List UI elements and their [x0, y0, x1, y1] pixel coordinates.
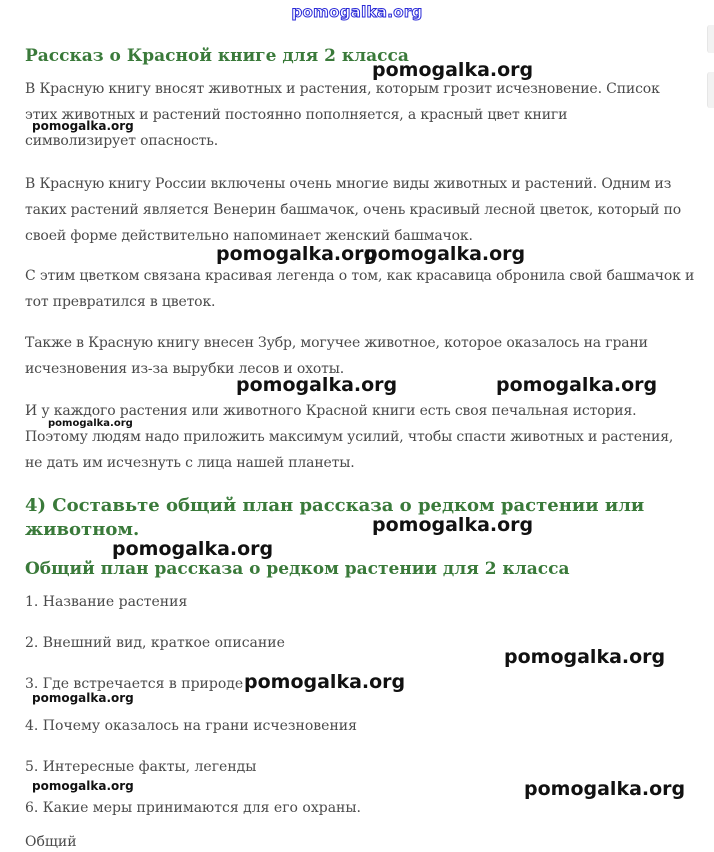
watermark: pomogalka.org	[112, 538, 274, 560]
paragraph-line: не дать им исчезнуть с лица нашей планеты.	[25, 455, 355, 471]
watermark: pomogalka.org	[236, 374, 398, 396]
paragraph-line: В Красную книгу вносят животных и растения, которым грозит исчезновение. Список	[25, 81, 660, 97]
list-item: Общий	[25, 834, 77, 850]
paragraph-line: своей форме действительно напоминает женский башмачок.	[25, 228, 473, 244]
paragraph-line: Также в Красную книгу внесен Зубр, могучее животное, которое оказалось на грани	[25, 335, 648, 351]
paragraph-line: И у каждого растения или животного Красной книги есть своя печальная история.	[25, 403, 637, 419]
watermark: pomogalka.org	[48, 418, 133, 429]
list-item: 4. Почему оказалось на грани исчезновения	[25, 718, 357, 734]
paragraph-line: Поэтому людям надо приложить максимум усилий, чтобы спасти животных и растения,	[25, 429, 674, 445]
list-item: 1. Название растения	[25, 594, 188, 610]
side-tab-bottom[interactable]	[707, 72, 714, 108]
header-watermark: pomogalka.org	[291, 3, 423, 21]
list-item: 5. Интересные факты, легенды	[25, 759, 257, 775]
section1-title: Рассказ о Красной книге для 2 класса	[25, 46, 409, 66]
paragraph-line: таких растений является Венерин башмачок, очень красивый лесной цветок, который по	[25, 202, 682, 218]
list-item: 2. Внешний вид, краткое описание	[25, 635, 285, 651]
watermark: pomogalka.org	[32, 119, 134, 133]
section2-title-line: 4) Составьте общий план рассказа о редком растении или	[25, 495, 645, 516]
watermark: pomogalka.org	[244, 671, 406, 693]
paragraph-line: тот превратился в цветок.	[25, 294, 216, 310]
section2-title-line: животном.	[25, 519, 140, 540]
paragraph-line: В Красную книгу России включены очень многие виды животных и растений. Одним из	[25, 176, 672, 192]
watermark: pomogalka.org	[504, 646, 666, 668]
watermark: pomogalka.org	[496, 374, 658, 396]
watermark: pomogalka.org	[364, 243, 526, 265]
watermark: pomogalka.org	[372, 514, 534, 536]
section2-subtitle: Общий план рассказа о редком растении для 2 класса	[25, 559, 570, 579]
paragraph-line: символизирует опасность.	[25, 133, 219, 149]
list-item: 6. Какие меры принимаются для его охраны.	[25, 800, 361, 816]
watermark: pomogalka.org	[216, 243, 378, 265]
watermark: pomogalka.org	[32, 691, 134, 705]
watermark: pomogalka.org	[372, 59, 534, 81]
side-tab-top[interactable]	[707, 25, 714, 53]
list-item: 3. Где встречается в природе	[25, 676, 244, 692]
paragraph-line: этих животных и растений постоянно пополняется, а красный цвет книги	[25, 107, 568, 123]
paragraph-line: исчезновения из-за вырубки лесов и охоты.	[25, 361, 345, 377]
paragraph-line: С этим цветком связана красивая легенда о том, как красавица обронила свой башмачок и	[25, 268, 695, 284]
watermark: pomogalka.org	[32, 779, 134, 793]
watermark: pomogalka.org	[524, 778, 686, 800]
